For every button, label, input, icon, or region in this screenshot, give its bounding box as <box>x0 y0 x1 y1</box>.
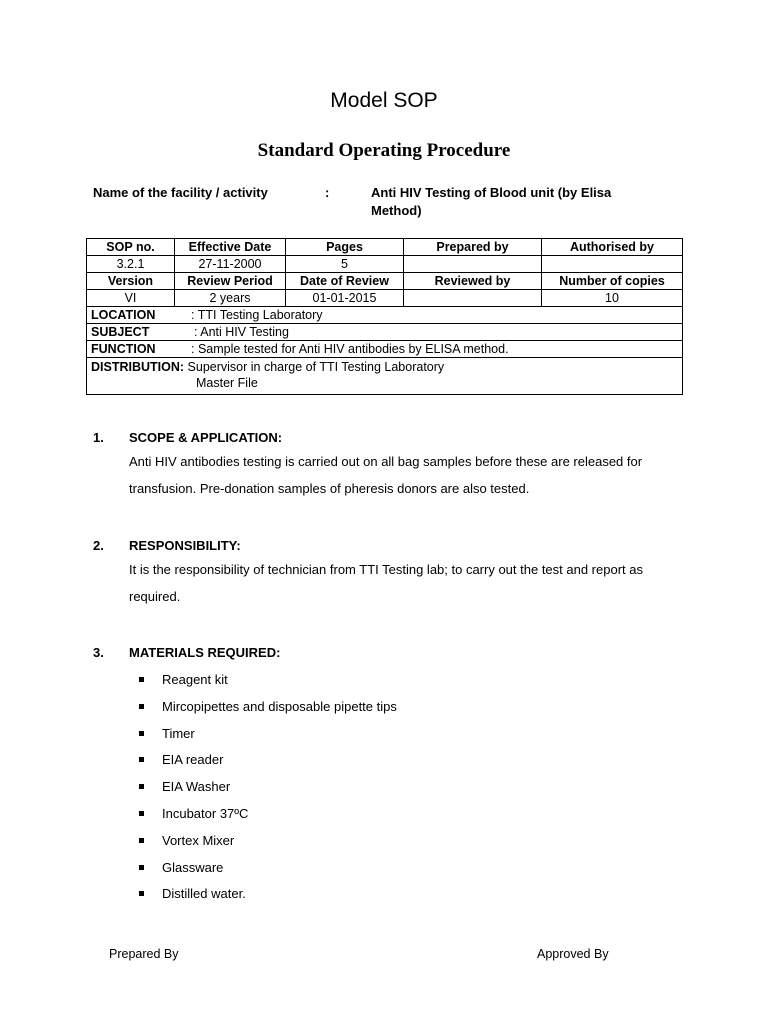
section-heading: SCOPE & APPLICATION: <box>129 430 283 445</box>
table-header-cell: Date of Review <box>286 273 404 290</box>
table-header-cell: Pages <box>286 239 404 256</box>
table-cell: 5 <box>286 256 404 273</box>
document-subtitle: Standard Operating Procedure <box>257 140 511 161</box>
section-number: 2. <box>93 538 104 553</box>
table-cell <box>542 256 683 273</box>
list-item: Glassware <box>129 858 397 885</box>
facility-label: Name of the facility / activity <box>93 185 268 200</box>
table-header-cell: Authorised by <box>542 239 683 256</box>
table-cell: 3.2.1 <box>87 256 175 273</box>
distribution-line-1: Supervisor in charge of TTI Testing Laboratory <box>187 360 445 374</box>
table-cell <box>404 290 542 307</box>
section-number: 1. <box>93 430 104 445</box>
function-label: FUNCTION <box>91 342 156 356</box>
table-header-cell: Effective Date <box>175 239 286 256</box>
location-row <box>87 307 683 324</box>
table-header-cell: Reviewed by <box>404 273 542 290</box>
subject-label: SUBJECT <box>91 325 150 339</box>
subject-value: : Anti HIV Testing <box>194 325 289 339</box>
section-body: It is the responsibility of technician from TTI Testing lab; to carry out the test and report as required. <box>129 562 643 604</box>
table-cell: VI <box>87 290 175 307</box>
table-row <box>87 307 683 324</box>
table-header-cell: Prepared by <box>404 239 542 256</box>
facility-colon: : <box>325 185 330 200</box>
table-row <box>87 341 683 358</box>
table-header-cell: Review Period <box>175 273 286 290</box>
table-cell: 27-11-2000 <box>175 256 286 273</box>
function-value: : Sample tested for Anti HIV antibodies by ELISA method. <box>191 342 509 356</box>
list-item: Reagent kit <box>129 670 397 697</box>
table-row <box>87 273 683 290</box>
table-cell: 10 <box>542 290 683 307</box>
table-header-cell: Version <box>87 273 175 290</box>
table-header-cell: SOP no. <box>87 239 175 256</box>
table-header-cell: Number of copies <box>542 273 683 290</box>
list-item: EIA reader <box>129 750 397 777</box>
table-cell: 2 years <box>175 290 286 307</box>
list-item: Vortex Mixer <box>129 831 397 858</box>
approved-by-label: Approved By <box>537 947 609 961</box>
table-row <box>87 256 683 273</box>
table-row <box>87 290 683 307</box>
list-item: EIA Washer <box>129 777 397 804</box>
table-row <box>87 358 683 395</box>
table-row <box>87 324 683 341</box>
subject-row <box>87 324 683 341</box>
materials-list <box>129 670 397 911</box>
table-cell <box>404 256 542 273</box>
distribution-row <box>87 358 683 395</box>
table-cell: 01-01-2015 <box>286 290 404 307</box>
facility-value: Anti HIV Testing of Blood unit (by Elisa Method) <box>371 185 612 218</box>
distribution-label: DISTRIBUTION: <box>91 360 185 374</box>
section-heading: MATERIALS REQUIRED: <box>129 645 281 660</box>
prepared-by-label: Prepared By <box>109 947 179 961</box>
location-value: : TTI Testing Laboratory <box>191 308 323 322</box>
list-item: Distilled water. <box>129 884 397 911</box>
list-item: Mircopipettes and disposable pipette tips <box>129 697 397 724</box>
list-item: Timer <box>129 724 397 751</box>
list-item: Incubator 37ºC <box>129 804 397 831</box>
section-number: 3. <box>93 645 104 660</box>
sop-info-table <box>86 238 683 395</box>
location-label: LOCATION <box>91 308 156 322</box>
section-body: Anti HIV antibodies testing is carried out on all bag samples before these are released for transfusion. Pre-donation samples of pheresis donors are also tested. <box>129 454 643 496</box>
function-row <box>87 341 683 358</box>
distribution-line-2: Master File <box>196 376 258 390</box>
table-row <box>87 239 683 256</box>
document-title: Model SOP <box>330 89 438 112</box>
section-heading: RESPONSIBILITY: <box>129 538 241 553</box>
